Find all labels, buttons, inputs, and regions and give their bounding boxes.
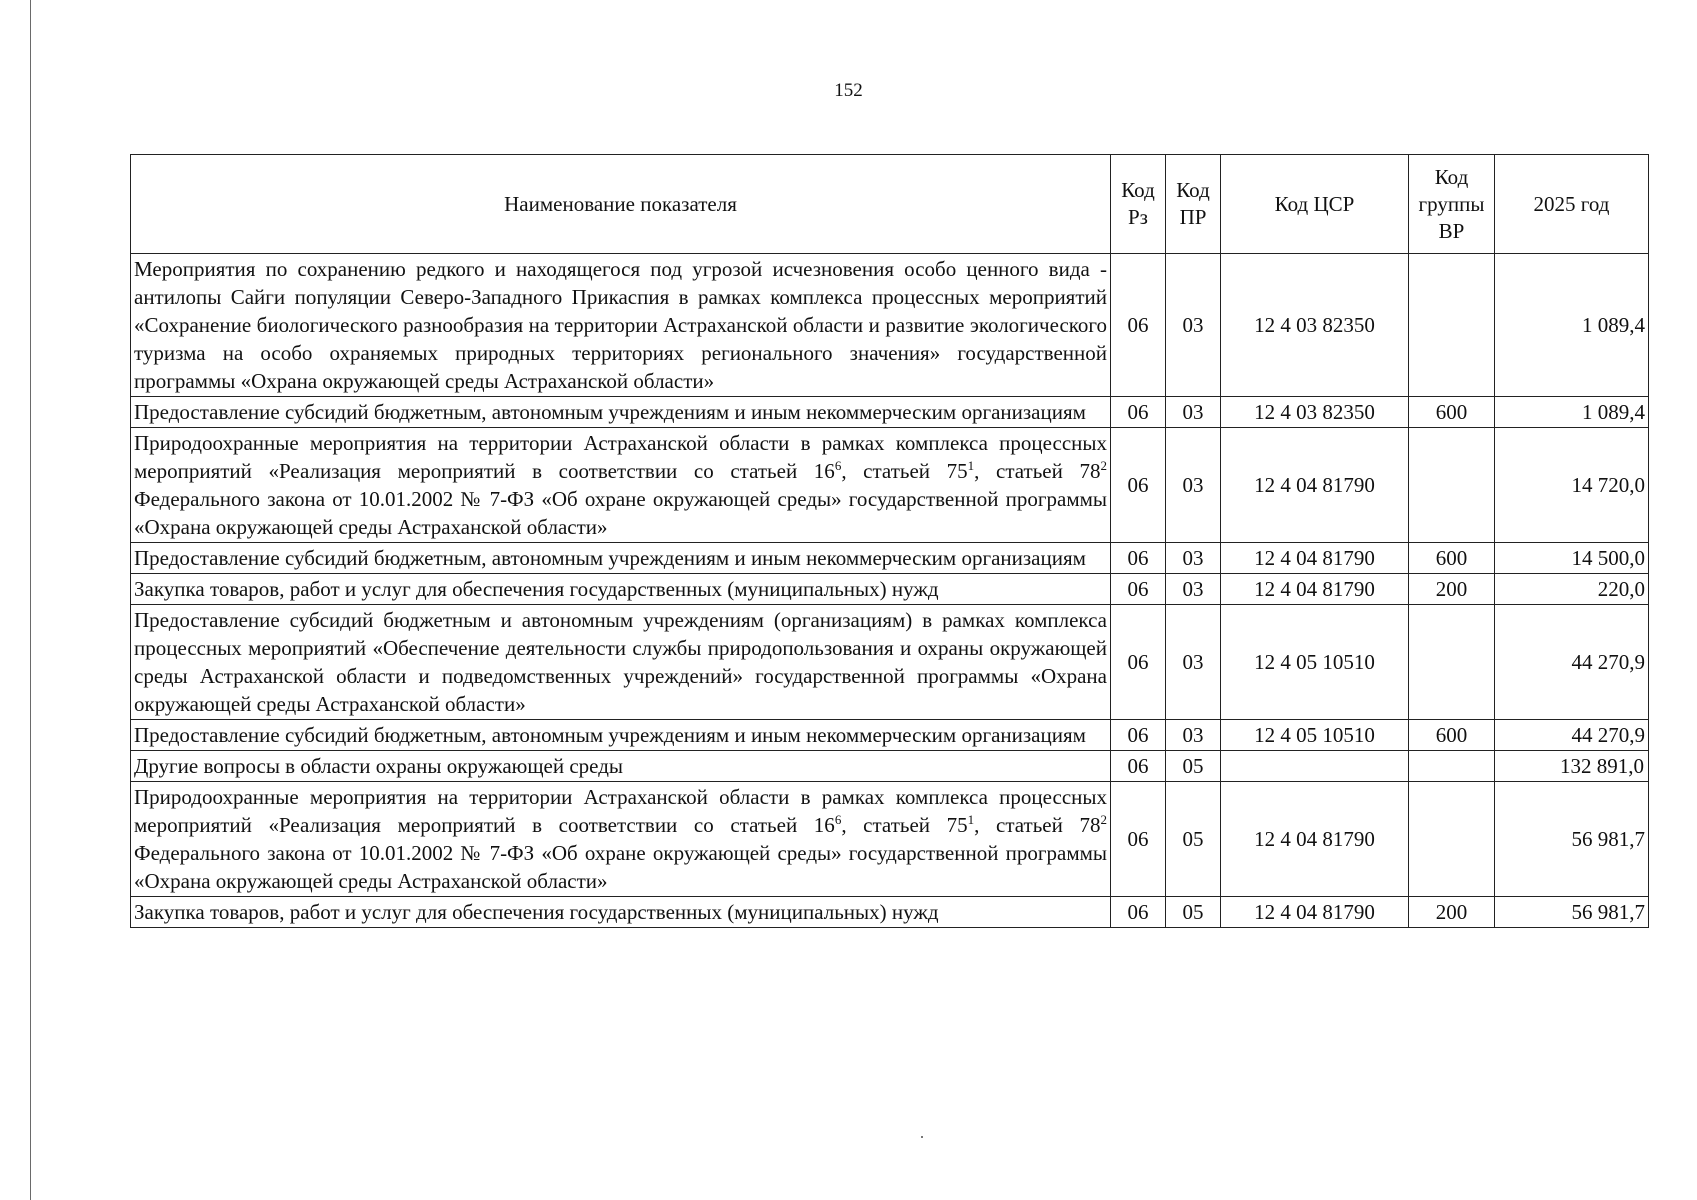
table-row — [131, 574, 1649, 605]
header-pr-line-2: ПР — [1179, 205, 1207, 229]
page-number: 152 — [834, 80, 863, 101]
row-pr: 03 — [1166, 574, 1221, 605]
table-row — [131, 428, 1649, 543]
row-amount: 1 089,4 — [1495, 397, 1649, 428]
table-row — [131, 751, 1649, 782]
row-name-sup-1: 6 — [834, 458, 842, 473]
header-vr-line-1: Код — [1434, 164, 1469, 189]
row-pr: 03 — [1166, 428, 1221, 543]
row-name: Закупка товаров, работ и услуг для обеспечения государственных (муниципальных) нужд — [131, 897, 1111, 928]
row-name — [131, 428, 1111, 543]
row-amount: 44 270,9 — [1495, 605, 1649, 720]
row-amount: 56 981,7 — [1495, 782, 1649, 897]
row-name-part-a: Природоохранные мероприятия на территории Астраханской области в рамках комплекса процессных мероприятий «Реализация мероприятий в соответствии со статьей 16 — [134, 431, 1107, 483]
row-rz: 06 — [1111, 897, 1166, 928]
row-rz: 06 — [1111, 428, 1166, 543]
row-name-sup-3: 2 — [1100, 812, 1107, 827]
row-name: Предоставление субсидий бюджетным, автономным учреждениям и иным некоммерческим организациям — [131, 720, 1111, 751]
header-rz-line-2: Рз — [1128, 205, 1148, 229]
row-vr: 200 — [1409, 897, 1495, 928]
row-csr: 12 4 05 10510 — [1221, 720, 1409, 751]
row-amount: 56 981,7 — [1495, 897, 1649, 928]
row-vr — [1409, 428, 1495, 543]
row-csr: 12 4 04 81790 — [1221, 574, 1409, 605]
row-pr: 03 — [1166, 254, 1221, 397]
row-vr: 600 — [1409, 397, 1495, 428]
row-amount: 14 720,0 — [1495, 428, 1649, 543]
row-amount: 220,0 — [1495, 574, 1649, 605]
row-name: Мероприятия по сохранению редкого и находящегося под угрозой исчезновения особо ценного вида - антилопы Сайги популяции Северо-Западного Прикаспия в рамках комплекса процессных мероприятий «Сохранение биологического разнообразия на территории Астраханской области и развитие экологического туризма на особо охраняемых природных территориях регионального значения» государственной программы «Охрана окружающей среды Астраханской области» — [131, 254, 1111, 397]
row-name-sup-2: 1 — [967, 812, 975, 827]
row-name-part-c: , статьей 78 — [974, 813, 1101, 837]
row-rz: 06 — [1111, 782, 1166, 897]
row-name-part-b: , статьей 75 — [841, 459, 968, 483]
row-name — [131, 782, 1111, 897]
row-name: Предоставление субсидий бюджетным и автономным учреждениям (организациям) в рамках комплекса процессных мероприятий «Обеспечение деятельности службы природопользования и охраны окружающей среды Астраханской области и подведомственных учреждений» государственной программы «Охрана окружающей среды Астраханской области» — [131, 605, 1111, 720]
table-row — [131, 605, 1649, 720]
row-vr — [1409, 605, 1495, 720]
row-csr: 12 4 04 81790 — [1221, 428, 1409, 543]
row-name-part-d: Федерального закона от 10.01.2002 № 7-ФЗ «Об охране окружающей среды» государственной программы «Охрана окружающей среды Астраханской области» — [134, 487, 1107, 539]
row-name: Предоставление субсидий бюджетным, автономным учреждениям и иным некоммерческим организациям — [131, 397, 1111, 428]
row-name-sup-1: 6 — [834, 812, 842, 827]
table-row — [131, 897, 1649, 928]
header-vr-line-3: ВР — [1438, 218, 1465, 243]
scan-speck — [921, 1136, 923, 1138]
row-name-part-a: Природоохранные мероприятия на территории Астраханской области в рамках комплекса процессных мероприятий «Реализация мероприятий в соответствии со статьей 16 — [134, 785, 1107, 837]
row-amount: 14 500,0 — [1495, 543, 1649, 574]
row-vr — [1409, 254, 1495, 397]
row-pr: 03 — [1166, 397, 1221, 428]
header-vr-line-2: группы — [1418, 191, 1485, 216]
row-pr: 05 — [1166, 897, 1221, 928]
row-rz: 06 — [1111, 720, 1166, 751]
row-csr — [1221, 751, 1409, 782]
row-vr — [1409, 782, 1495, 897]
row-pr: 05 — [1166, 751, 1221, 782]
row-name-sup-2: 1 — [967, 458, 975, 473]
row-name-part-b: , статьей 75 — [841, 813, 968, 837]
row-name: Другие вопросы в области охраны окружающей среды — [131, 751, 1111, 782]
table-row — [131, 543, 1649, 574]
row-name-sup-3: 2 — [1100, 458, 1107, 473]
header-pr-line-1: Код — [1176, 178, 1210, 202]
row-csr: 12 4 04 81790 — [1221, 897, 1409, 928]
row-csr: 12 4 03 82350 — [1221, 254, 1409, 397]
row-name-part-c: , статьей 78 — [974, 459, 1101, 483]
row-pr: 03 — [1166, 543, 1221, 574]
row-pr: 03 — [1166, 605, 1221, 720]
header-csr: Код ЦСР — [1221, 155, 1409, 254]
row-vr: 600 — [1409, 720, 1495, 751]
row-name-part-d: Федерального закона от 10.01.2002 № 7-ФЗ «Об охране окружающей среды» государственной программы «Охрана окружающей среды Астраханской области» — [134, 841, 1107, 893]
table-row — [131, 720, 1649, 751]
row-csr: 12 4 03 82350 — [1221, 397, 1409, 428]
header-year: 2025 год — [1495, 155, 1649, 254]
row-amount: 132 891,0 — [1495, 751, 1649, 782]
row-rz: 06 — [1111, 605, 1166, 720]
row-csr: 12 4 04 81790 — [1221, 782, 1409, 897]
table-row — [131, 782, 1649, 897]
header-pr — [1166, 155, 1221, 254]
row-rz: 06 — [1111, 751, 1166, 782]
row-rz: 06 — [1111, 543, 1166, 574]
page-left-edge-line — [30, 0, 31, 1200]
row-vr — [1409, 751, 1495, 782]
row-pr: 05 — [1166, 782, 1221, 897]
row-rz: 06 — [1111, 574, 1166, 605]
row-csr: 12 4 04 81790 — [1221, 543, 1409, 574]
budget-table — [130, 154, 1649, 928]
header-vr — [1409, 155, 1495, 254]
row-amount: 44 270,9 — [1495, 720, 1649, 751]
table-row — [131, 254, 1649, 397]
row-rz: 06 — [1111, 397, 1166, 428]
row-name: Закупка товаров, работ и услуг для обеспечения государственных (муниципальных) нужд — [131, 574, 1111, 605]
row-vr: 600 — [1409, 543, 1495, 574]
header-name: Наименование показателя — [131, 155, 1111, 254]
row-vr: 200 — [1409, 574, 1495, 605]
row-name: Предоставление субсидий бюджетным, автономным учреждениям и иным некоммерческим организациям — [131, 543, 1111, 574]
row-amount: 1 089,4 — [1495, 254, 1649, 397]
table-row — [131, 397, 1649, 428]
row-csr: 12 4 05 10510 — [1221, 605, 1409, 720]
row-pr: 03 — [1166, 720, 1221, 751]
table-header-row — [131, 155, 1649, 254]
header-rz-line-1: Код — [1121, 178, 1155, 202]
row-rz: 06 — [1111, 254, 1166, 397]
header-rz — [1111, 155, 1166, 254]
